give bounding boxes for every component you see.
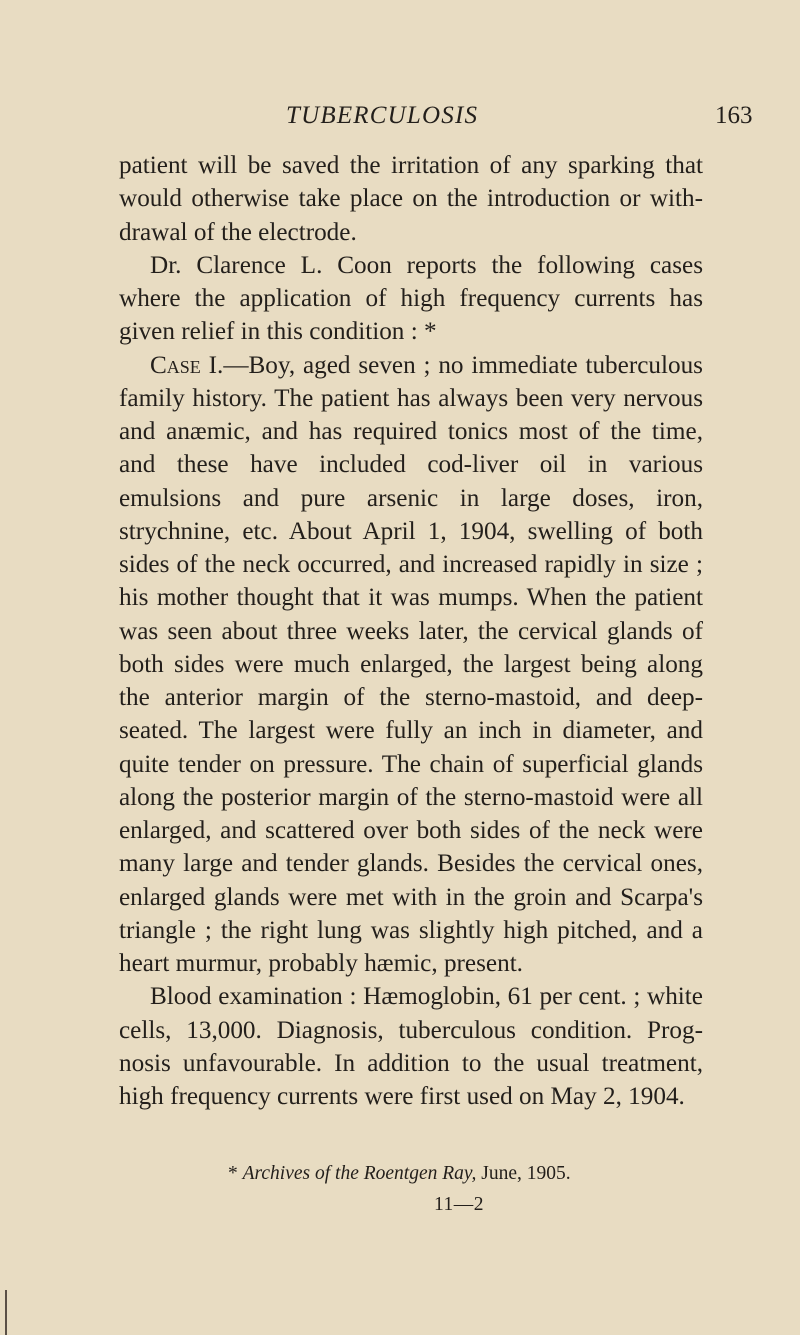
footnote-source: Archives of the Roentgen Ray, — [242, 1163, 477, 1184]
footnote — [228, 1163, 571, 1185]
footnote-date: June, 1905. — [481, 1163, 571, 1184]
case-text: —Boy, aged seven ; no immediate tuberculous family history. The patient has always been very nervous and anæmic, and has required tonics most of the time, and these have included cod-liver oil in various emulsions and pure arsenic in large doses, iron, strychnine, etc. About April 1, 1904, swelling of both sides of the neck occurred, and increased rapidly in size ; his mother thought that it was mumps. When the patient was seen about three weeks later, the cervical glands of both sides were much enlarged, the largest being along the anterior margin of the sterno-mastoid, and deep-seated. The largest were fully an inch in diameter, and quite tender on pressure. The chain of superficial glands along the posterior margin of the sterno-mastoid were all enlarged, and scattered over both sides of the neck were many large and tender glands. Besides the cervical ones, enlarged glands were met with in the groin and Scarpa's triangle ; the right lung was slightly high pitched, and a heart murmur, probably hæmic, present. — [119, 351, 703, 977]
paragraph-continuation: patient will be saved the irritation of any sparking that would otherwise take place on the introduction or with-drawal of the electrode. — [119, 152, 703, 246]
page-number: 163 — [715, 102, 753, 129]
page-edge-shadow — [5, 1290, 7, 1335]
body-text — [119, 149, 703, 1113]
paragraph-coon-report: Dr. Clarence L. Coon reports the following cases where the application of high frequency currents has given relief in this condition : * — [119, 251, 703, 346]
footnote-marker: * — [228, 1163, 238, 1184]
running-head — [0, 102, 800, 132]
case-label: Case I. — [150, 351, 224, 379]
paragraph-case-one — [119, 349, 703, 981]
signature-mark: 11—2 — [434, 1194, 485, 1215]
paragraph-blood-examination: Blood examination : Hæmoglobin, 61 per cent. ; white cells, 13,000. Diagnosis, tuberculous condition. Prog-nosis unfavourable. In addition to the usual treatment, high frequency currents were first used on May 2, 1904. — [119, 983, 703, 1110]
running-title: TUBERCULOSIS — [286, 102, 479, 129]
